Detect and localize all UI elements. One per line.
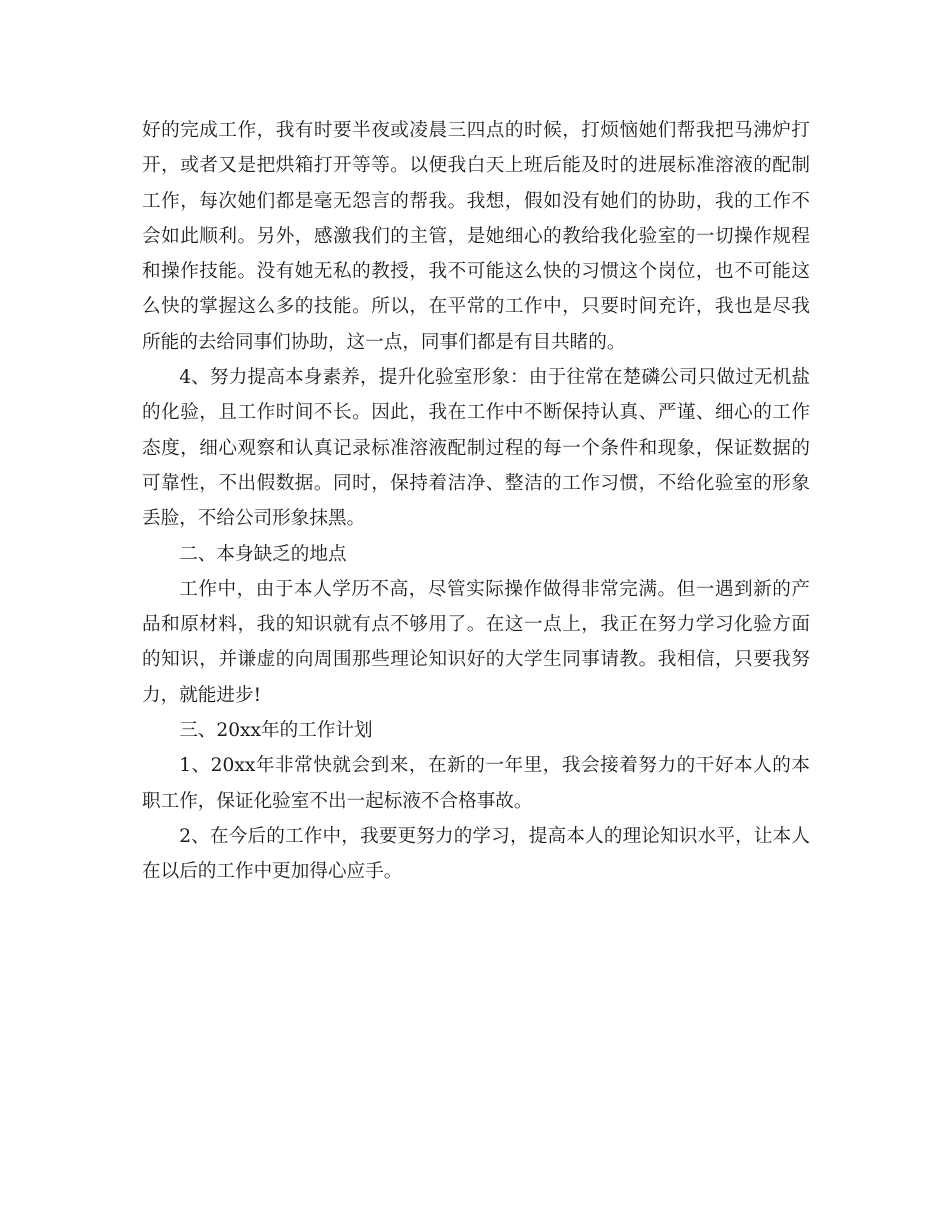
section-heading-shortcomings: 二、本身缺乏的地点	[179, 543, 347, 565]
paragraph-plan-item-1: 1、20xx年非常快就会到来，在新的一年里，我会接着努力的干好本人的本职工作，保证化验室不出一起标液不合格事故。	[142, 755, 810, 812]
paragraph-self-improvement: 4、努力提高本身素养，提升化验室形象：由于往常在楚磷公司只做过无机盐的化验，且工作时间不长。因此，我在工作中不断保持认真、严谨、细心的工作态度，细心观察和认真记录标准溶液配制过程的每一个条件和现象，保证数据的可靠性，不出假数据。同时，保持着洁净、整洁的工作习惯，不给化验室的形象丢脸，不给公司形象抹黑。	[142, 367, 810, 530]
section-heading-work-plan: 三、20xx年的工作计划	[179, 720, 373, 742]
paragraph-colleague-help: 好的完成工作，我有时要半夜或凌晨三四点的时候，打烦恼她们帮我把马沸炉打开，或者又是把烘箱打开等等。以便我白天上班后能及时的进展标准溶液的配制工作，每次她们都是毫无怨言的帮我。我想，假如没有她们的协助，我的工作不会如此顺利。另外，感激我们的主管，是她细心的教给我化验室的一切操作规程和操作技能。没有她无私的教授，我不可能这么快的习惯这个岗位，也不可能这么快的掌握这么多的技能。所以，在平常的工作中，只要时间充许，我也是尽我所能的去给同事们协助，这一点，同事们都是有目共睹的。	[142, 120, 810, 353]
paragraph-plan-item-2: 2、在今后的工作中，我要更努力的学习，提高本人的理论知识水平，让本人在以后的工作中更加得心应手。	[142, 825, 810, 883]
paragraph-shortcomings: 工作中，由于本人学历不高，尽管实际操作做得非常完满。但一遇到新的产品和原材料，我的知识就有点不够用了。在这一点上，我正在努力学习化验方面的知识，并谦虚的向周围那些理论知识好的大学生同事请教。我相信，只要我努力，就能进步!	[142, 578, 810, 706]
document-body	[142, 113, 810, 890]
